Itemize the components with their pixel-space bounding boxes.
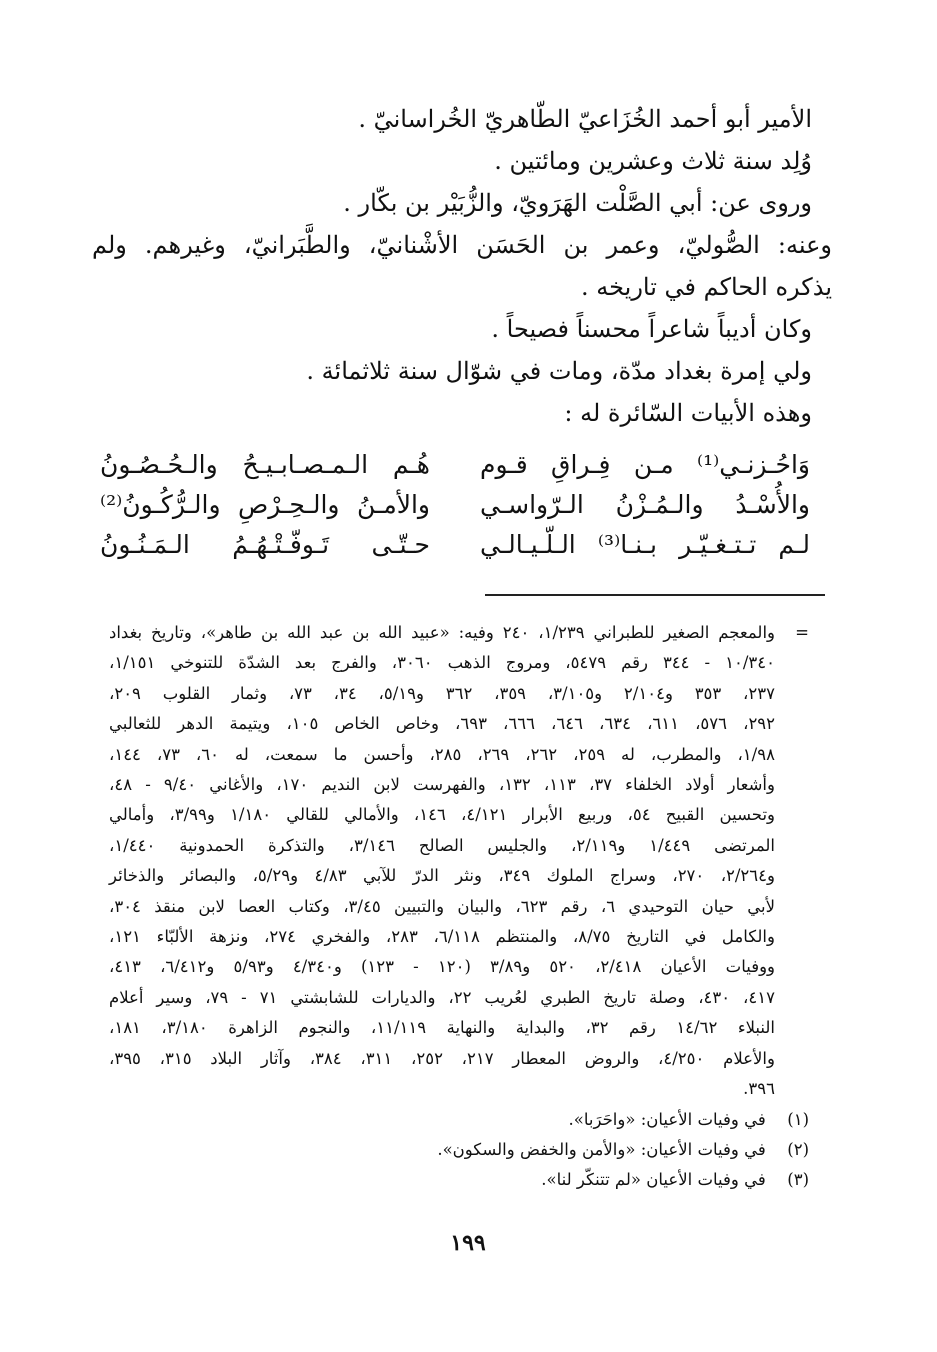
footnote-number: (٣)	[787, 1170, 809, 1190]
poem-second-hemistich: هُـم الـمـصـابـيـحُ والـحُـصُـونُ	[100, 450, 430, 479]
poem-first-hemistich: لـم تـتـغـيّـر بـنـا⁽³⁾ الـلّـيـالـي	[480, 530, 811, 559]
sources-line: وتحسين القبيح ٥٤، وربيع الأبرار ٤/١٢١، ١٤٦، والأمالي للقالي ١/١٨٠ و٣/٩٩، وأمالي	[109, 805, 776, 825]
sources-line: والمعجم الصغير للطبراني ١/٢٣٩، ٢٤٠ وفيه: «عبيد الله بن عبد الله بن طاهر»، وتاريخ بغداد	[109, 623, 775, 642]
poem-second-hemistich: والأمـنُ والـحِـرْصِ والـرُّكُـونُ⁽²⁾	[100, 490, 430, 519]
narrated-by-line: وعنه: الصُّوليّ، وعمر بن الحَسَن الأشْنانيّ، والطَّبَرانيّ، وغيرهم. ولم	[92, 231, 832, 259]
sources-line: ٣٩٦.	[743, 1079, 775, 1099]
sources-line: لأبي حيان التوحيدي ٦، رقم ٦٢٣، والبيان والتبيين ٣/٤٥، وكتاب العصا لابن منقذ ٣٠٤،	[109, 896, 775, 916]
poem-verse	[100, 525, 810, 565]
page-number: ١٩٩	[450, 1230, 486, 1256]
sources-line: ووفيات الأعيان ٢/٤١٨، ٥٢٠ و٣/٨٩ (١٢٠ - ١٢٣) و٤/٣٤٠ و٥/٩٣ و٦/٤١٢، ٤١٣،	[109, 957, 776, 977]
continuation-mark: =	[795, 623, 809, 642]
footnotes	[109, 618, 809, 1196]
subject-name: الأمير أبو أحمد الخُزَاعيّ الطّاهريّ الخُراسانيّ .	[358, 105, 812, 133]
footnote-text: في وفيات الأعيان «لم تتنكّر لنا».	[541, 1170, 766, 1190]
sources-line: المرتضى ١/٤٤٩ و٢/١١٩، والجليس الصالح ٣/١٤٦، والتذكرة الحمدونية ١/٤٤٠،	[109, 835, 776, 855]
verses-intro-line: وهذه الأبيات السّائرة له :	[564, 399, 812, 427]
sources-line: وأشعار أولاد الخلفاء ٣٧، ١١٣، ١٣٢، والفهرست لابن النديم ١٧٠، والأغاني ٩/٤٠ - ٤٨،	[109, 775, 775, 795]
poem-verse	[100, 485, 810, 525]
sources-line: ١٠/٣٤٠ - ٣٤٤ رقم ٥٤٧٩، ومروج الذهب ٣٠٦٠، والفرج بعد الشدّة للتنوخي ١/١٥١،	[109, 653, 775, 673]
sources-text	[109, 618, 775, 1105]
poem-verse	[100, 445, 810, 485]
sources-line: ٢٩٢، ٥٧٦، ٦١١، ٦٣٤، ٦٤٦، ٦٦٦، ٦٩٣، وخاص الخاص ١٠٥، ويتيمة الدهر للثعالبي	[109, 714, 776, 734]
footnote-number: (٢)	[787, 1139, 809, 1159]
sources-line: ٢٣٧، ٣٥٣ و٢/١٠٤ و٣/١٠٥، ٣٥٩، ٣٦٢ و٥/١٩، ٣٤، ٧٣، وثمار القلوب ٢٠٩،	[109, 683, 775, 703]
poem-first-hemistich: والأُسْـدُ والـمُـزْنُ الـرّواسـي	[480, 490, 810, 519]
footnote-text: في وفيات الأعيان: «والأمن والخفض والسكون».	[437, 1139, 766, 1159]
sources-line: والأعلام ٤/٢٥٠، والروض المعطار ٢١٧، ٢٥٢، ٣١١، ٣٨٤، وآثار البلاد ٣١٥، ٣٩٥،	[109, 1048, 775, 1068]
footnote-separator	[485, 594, 825, 596]
narrated-from-line: وروى عن: أبي الصَّلْت الهَرَويّ، والزُّبَيْر بن بكّار .	[343, 189, 812, 217]
footnote-number: (١)	[787, 1109, 809, 1129]
narrated-by-line-continued: يذكره الحاكم في تاريخه .	[581, 273, 832, 301]
poem	[100, 445, 810, 565]
footnote-2	[109, 1135, 809, 1165]
sources-footnote	[109, 618, 809, 1105]
poem-first-hemistich: وَاحُـزنـي⁽¹⁾ مـن فِـراقِ قـوم	[480, 450, 810, 479]
footnote-1	[109, 1105, 809, 1135]
governance-line: ولي إمرة بغداد مدّة، ومات في شوّال سنة ثلاثمائة .	[306, 357, 812, 385]
biography-text	[92, 98, 832, 434]
sources-line: النبلاء ١٤/٦٢ رقم ٣٢، والبداية والنهاية ١١/١١٩، والنجوم الزاهرة ٣/١٨٠، ١٨١،	[109, 1018, 775, 1038]
footnote-text: في وفيات الأعيان: «واحَرَبا».	[568, 1109, 766, 1129]
sources-line: ١/٩٨، والمطرب، له ٢٥٩، ٢٦٢، ٢٦٩، ٢٨٥، وأحسن ما سمعت، له ٦٠، ٧٣، ١٤٤،	[109, 744, 775, 764]
sources-line: والكامل في التاريخ ٨/٧٥، والمنتظم ٦/١١٨، ٢٨٣، والفخري ٢٧٤، ونزهة الألبّاء ١٢١،	[109, 927, 775, 947]
birth-line: وُلِد سنة ثلاث وعشرين ومائتين .	[494, 147, 812, 175]
poem-second-hemistich: حـتّـى تَـوفّـتْـهُـمُ الـمَـنُـونُ	[100, 530, 430, 559]
footnote-3	[109, 1165, 809, 1195]
sources-line: ٤١٧، ٤٣٠، وصلة تاريخ الطبري لعُريب ٢٢، والديارات للشابشتي ٧١ - ٧٩، وسير أعلام	[109, 987, 775, 1007]
sources-line: و٢/٢٦٤، ٢٧٠، وسراج الملوك ٣٤٩، ونثر الدرّ للآبي ٤/٨٣ و٥/٢٩، والبصائر والذخائر	[109, 866, 775, 886]
description-line: وكان أديباً شاعراً محسناً فصيحاً .	[491, 315, 812, 343]
